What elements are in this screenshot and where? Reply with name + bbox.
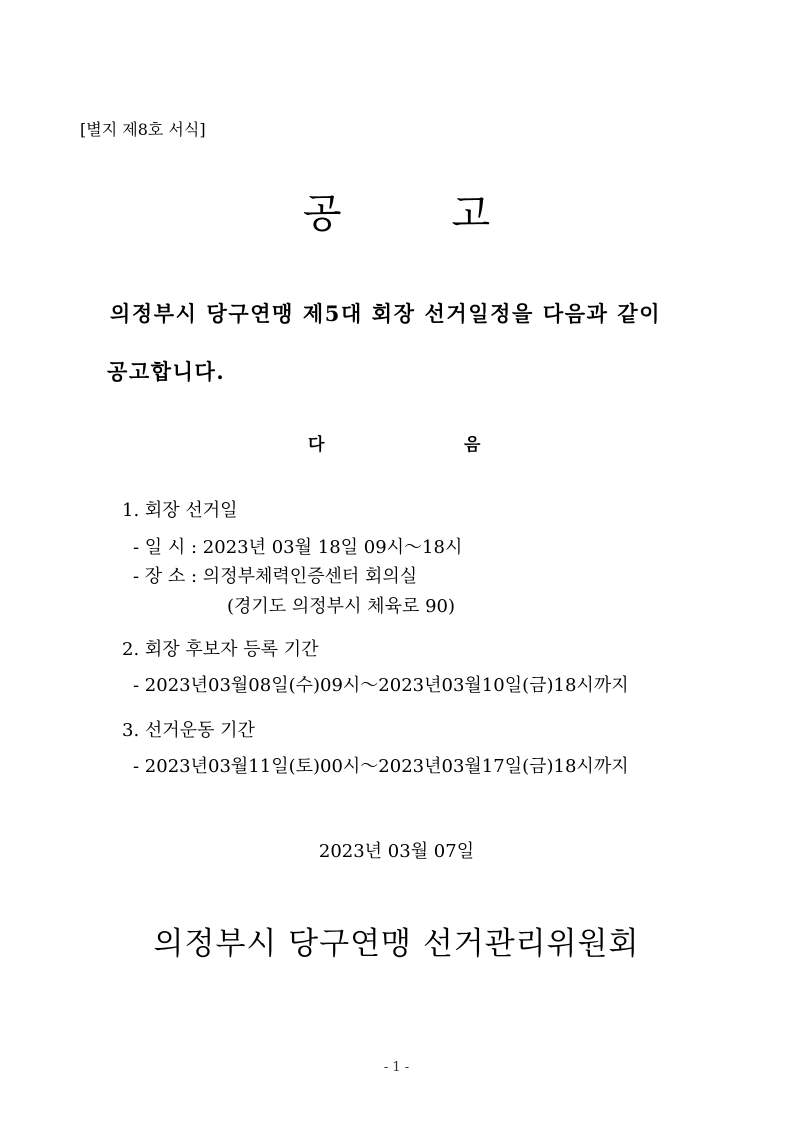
section-3-line-1: - 2023년03월11일(토)00시～2023년03월17일(금)18시까지: [133, 756, 629, 777]
page-number: - 1 -: [383, 1060, 410, 1075]
section-1-line-1: - 일 시 : 2023년 03월 18일 09시～18시: [133, 537, 463, 558]
organization-name: 의정부시 당구연맹 선거관리위원회: [153, 926, 640, 962]
title-char-1: 공: [302, 191, 342, 237]
section-2-line-1: - 2023년03월08일(수)09시～2023년03월10일(금)18시까지: [133, 675, 629, 696]
intro-line-1: 의정부시 당구연맹 제5대 회장 선거일정을 다음과 같이: [110, 301, 662, 326]
intro-line-2: 공고합니다.: [107, 359, 226, 384]
section-1-line-3: (경기도 의정부시 체육로 90): [227, 596, 455, 617]
section-3-title: 3. 선거운동 기간: [122, 720, 255, 741]
heading-char-1: 다: [308, 435, 325, 455]
section-2-title: 2. 회장 후보자 등록 기간: [122, 639, 319, 660]
form-label: [별지 제8호 서식]: [80, 120, 206, 139]
section-1-title: 1. 회장 선거일: [122, 500, 238, 521]
heading-char-2: 음: [464, 435, 481, 455]
document-title: [0, 182, 793, 239]
title-char-2: 고: [451, 191, 491, 237]
announcement-date: 2023년 03월 07일: [318, 841, 475, 862]
section-1-line-2: - 장 소 : 의정부체력인증센터 회의실: [133, 566, 418, 587]
